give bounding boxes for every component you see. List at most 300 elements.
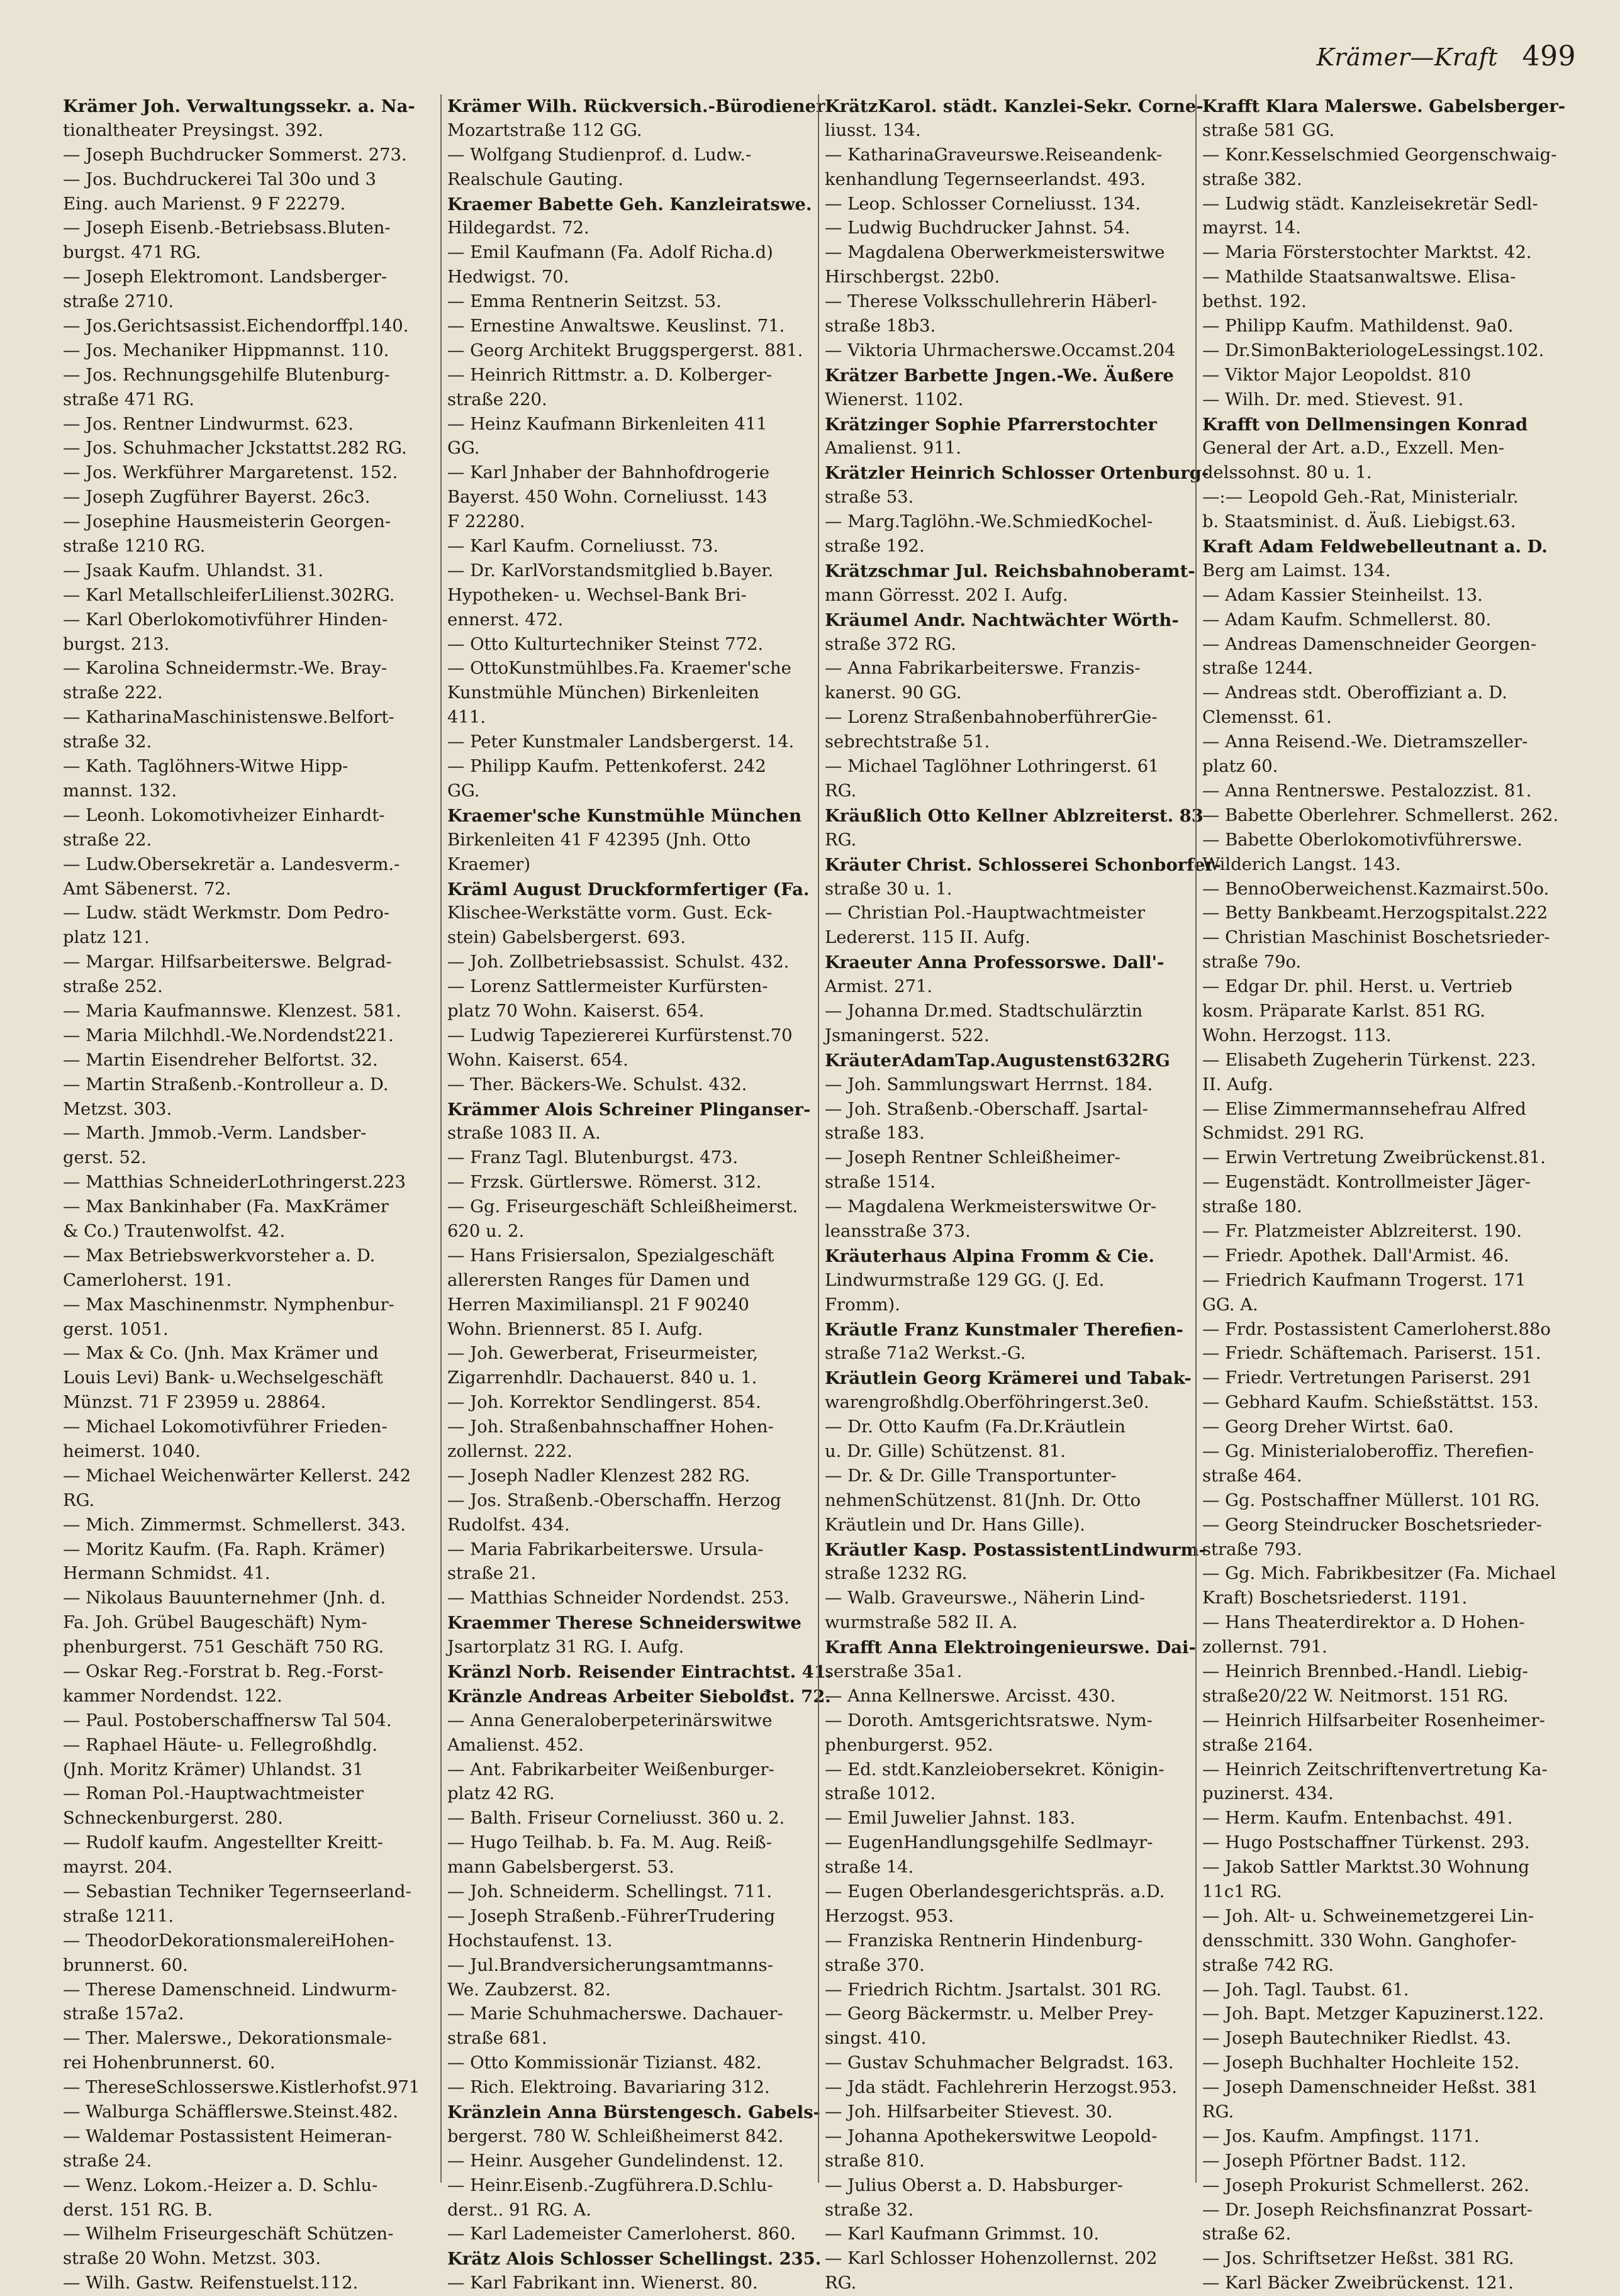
directory-entry-line: — Jos.Gerichtsassist.Eichendorffpl.140. [63,316,409,337]
directory-entry-line: — Karl MetallschleiferLilienst.302RG. [63,585,395,605]
directory-entry-line: Rudolfst. 434. [447,1515,570,1535]
directory-entry-line: — BennoOberweichenst.Kazmairst.50o. [1202,879,1550,899]
directory-entry-line: Fromm). [825,1295,900,1315]
directory-entry-line: — Paul. Postoberschaffnersw Tal 504. [63,1710,392,1730]
directory-entry-line: — EugenHandlungsgehilfe Sedlmayr- [825,1833,1153,1853]
directory-heading-line: KräuterAdamTap.Augustenst632RG [825,1050,1170,1071]
directory-columns [63,94,1592,2293]
directory-entry-line: (Jnh. Moritz Krämer) Uhlandst. 31 [63,1759,364,1780]
directory-heading-line: Krätzschmar Jul. Reichsbahnoberamt- [825,560,1195,581]
directory-entry-line: straße 30 u. 1. [825,879,952,899]
directory-entry-line: — Eugen Oberlandesgerichtspräs. a.D. [825,1882,1165,1902]
directory-heading-line: Kraemer'sche Kunstmühle München [447,805,802,826]
directory-entry-line: — Magdalena Oberwerkmeisterswitwe [825,243,1165,263]
directory-entry-line: burgst. 471 RG. [63,243,201,263]
directory-entry-line: — Dr.SimonBakteriologeLessingst.102. [1202,340,1545,360]
directory-entry-line: mayrst. 14. [1202,218,1301,238]
column-1 [63,94,431,2293]
directory-heading-line: Kraemer Babette Geh. Kanzleiratswe. [447,194,812,215]
directory-entry-line: — Karl Oberlokomotivführer Hinden- [63,610,388,630]
directory-heading-line: Krämer Joh. Verwaltungssekr. a. Na- [63,96,415,116]
directory-heading-line: Kraeuter Anna Professorswe. Dall'- [825,952,1165,973]
directory-entry-line: — Michael Taglöhner Lothringerst. 61 [825,757,1159,777]
directory-entry-line: — Elisabeth Zugeherin Türkenst. 223. [1202,1050,1536,1070]
directory-entry-line: platz 121. [63,928,150,948]
directory-entry-line: — Joh. Korrektor Sendlingerst. 854. [447,1393,761,1413]
directory-entry-line: Hirschbergst. 22b0. [825,267,1000,287]
directory-entry-line: — Gg. Mich. Fabrikbesitzer (Fa. Michael [1202,1564,1556,1584]
directory-heading-line: Kränzle Andreas Arbeiter Siebolđst. 72. [447,1686,831,1707]
directory-entry-line: RG. [63,1490,95,1510]
directory-entry-line: — Jakob Sattler Marktst.30 Wohnung [1202,1858,1529,1878]
directory-entry-line: — Leop. Schlosser Corneliusst. 134. [825,194,1141,214]
directory-entry-line: — Joh. Alt- u. Schweinemetzgerei Lin- [1202,1906,1534,1926]
directory-entry-line: — Jos. Rechnungsgehilfe Blutenburg- [63,365,390,385]
directory-entry-line: Wohn. Briennerst. 85 I. Aufg. [447,1319,703,1339]
directory-entry-line: — Max Maschinenmstr. Nymphenbur- [63,1295,394,1315]
directory-entry-line: — Karl Fabrikant inn. Wienerst. 80. [447,2273,758,2293]
directory-entry-line: Wohn. Kaiserst. 654. [447,1050,628,1070]
directory-entry-line: platz 42 RG. [447,1784,555,1804]
directory-entry-line: — Maria Kaufmannswe. Klenzest. 581. [63,1001,401,1021]
directory-entry-line: — Frdr. Postassistent Camerloherst.88o [1202,1319,1551,1339]
directory-entry-line: — Anna Generaloberpeterinärswitwe [447,1710,773,1730]
directory-entry-line: warengroßhdlg.Oberföhringerst.3e0. [825,1393,1149,1413]
directory-entry-line: Herzogst. 953. [825,1906,954,1926]
directory-entry-line: Kraft) Boschetsriederst. 1191. [1202,1588,1468,1608]
directory-entry-line: — Adam Kassier Steinheilst. 13. [1202,585,1483,605]
directory-entry-line: — Therese Volksschullehrerin Häberl- [825,292,1158,312]
directory-entry-line: — Babette Oberlokomotivführerswe. [1202,830,1522,850]
directory-entry-line: — Joseph Bautechniker Riedlst. 43. [1202,2029,1511,2049]
directory-heading-line: Kräußlich Otto Kellner Ablzreiterst. 83 [825,805,1204,826]
directory-entry-line: heimerst. 1040. [63,1441,201,1461]
directory-entry-line: — Franziska Rentnerin Hindenburg- [825,1931,1143,1951]
directory-entry-line: — Emil Kaufmann (Fa. Adolf Richa.d) [447,243,773,263]
directory-entry-line: — Joh. Bapt. Metzger Kapuzinerst.122. [1202,2004,1545,2024]
directory-entry-line: — Philipp Kaufm. Mathildenst. 9a0. [1202,316,1514,337]
directory-entry-line: straße 1211. [63,1906,174,1926]
directory-entry-line: Jsmaningerst. 522. [825,1025,990,1045]
directory-entry-line: Kräutlein und Dr. Hans Gille). [825,1515,1085,1535]
directory-entry-line: straße 464. [1202,1466,1302,1486]
directory-entry-line: straße 1083 II. A. [447,1123,601,1144]
directory-entry-line: straße 1012. [825,1784,936,1804]
directory-entry-line: sebrechtstraße 51. [825,732,990,752]
directory-entry-line: ennerst. 472. [447,610,564,630]
directory-entry-line: — Joh. Gewerberat, Friseurmeister, [447,1344,758,1364]
directory-entry-line: Wohn. Herzogst. 113. [1202,1025,1392,1045]
directory-entry-line: — Max & Co. (Jnh. Max Krämer und [63,1344,379,1364]
directory-entry-line: straße 220. [447,389,547,410]
page-number: 499 [1522,40,1576,72]
directory-entry-line: 11c1 RG. [1202,1882,1282,1902]
directory-entry-line: Birkenleiten 41 F 42395 (Jnh. Otto [447,830,751,850]
directory-entry-line: — Jos. Mechaniker Hippmannst. 110. [63,340,389,360]
directory-entry-line: — Viktoria Uhrmacherswe.Occamst.204 [825,340,1176,360]
directory-entry-line: gerst. 1051. [63,1319,169,1339]
directory-entry-line: derst.. 91 RG. A. [447,2200,592,2220]
directory-entry-line: straße 222. [63,683,163,703]
directory-entry-line: Wilderich Langst. 143. [1202,854,1401,874]
directory-entry-line: — Heinrich Hilfsarbeiter Rosenheimer- [1202,1710,1545,1730]
directory-entry-line: gerst. 52. [63,1148,147,1168]
directory-entry-line: — Friedr. Schäftemach. Pariserst. 151. [1202,1344,1541,1364]
directory-entry-line: — Joseph Elektromont. Landsberger- [63,267,388,287]
directory-entry-line: — Ludw.Obersekretär a. Landesverm.- [63,854,400,874]
directory-heading-line: Kräutle Franz Kunstmaler Therefien- [825,1319,1183,1340]
directory-entry-line: GG. [447,438,480,459]
directory-entry-line: — Wilh. Gastw. Reifenstuelst.112. [63,2273,359,2293]
directory-entry-line: brunnerst. 60. [63,1955,188,1975]
directory-heading-line: Kränzl Norb. Reisender Eintrachtst. 41. [447,1662,832,1682]
directory-entry-line: — Heinr. Ausgeher Gundelindenst. 12. [447,2151,784,2171]
directory-entry-line: Herren Maximilianspl. 21 F 90240 [447,1295,749,1315]
directory-entry-line: — Maria Milchhdl.-We.Nordendst221. [63,1025,394,1045]
directory-entry-line: — Jos. Werkführer Margaretenst. 152. [63,463,398,483]
directory-entry-line: Amt Säbenerst. 72. [63,879,232,899]
directory-entry-line: straße 157a2. [63,2004,184,2024]
directory-entry-line: rei Hohenbrunnerst. 60. [63,2053,276,2073]
directory-entry-line: — Maria Fabrikarbeiterswe. Ursula- [447,1539,764,1559]
directory-entry-line: — Friedr. Apothek. Dall'Armist. 46. [1202,1246,1509,1266]
directory-heading-line: Kräml August Druckformfertiger (Fa. [447,879,810,900]
directory-entry-line: 411. [447,708,486,728]
directory-entry-line: straße 22. [63,830,152,850]
directory-entry-line: puzinerst. 434. [1202,1784,1334,1804]
directory-entry-line: — Rudolf kaufm. Angestellter Kreitt- [63,1833,383,1853]
directory-entry-line: u. Dr. Gille) Schützenst. 81. [825,1441,1066,1461]
directory-entry-line: b. Staatsminist. d. Äuß. Liebigst.63. [1202,512,1516,532]
directory-entry-line: — Konr.Kesselschmied Georgenschwaig- [1202,145,1557,165]
directory-entry-line: — Doroth. Amtsgerichtsratswe. Nym- [825,1710,1153,1730]
directory-entry-line: — Joseph Buchdrucker Sommerst. 273. [63,145,407,165]
directory-entry-line: Kraemer) [447,854,531,874]
directory-entry-line: Lindwurmstraße 129 GG. (J. Ed. [825,1270,1105,1290]
column-3 [818,94,1222,2293]
directory-entry-line: — Marg.Taglöhn.-We.SchmiedKochel- [825,512,1153,532]
directory-entry-line: — KatharinaGraveurswe.Reiseandenk- [825,145,1163,165]
directory-entry-line: — Wolfgang Studienprof. d. Ludw.- [447,145,752,165]
directory-entry-line: — Wilhelm Friseurgeschäft Schützen- [63,2224,394,2244]
directory-entry-line: — Joh. Zollbetriebsassist. Schulst. 432. [447,952,790,972]
directory-entry-line: phenburgerst. 952. [825,1735,993,1755]
directory-entry-line: liusst. 134. [825,120,921,140]
directory-entry-line: — Edgar Dr. phil. Herst. u. Vertrieb [1202,977,1512,997]
directory-entry-line: — Christian Pol.-Hauptwachtmeister [825,903,1146,923]
directory-entry-line: mayrst. 204. [63,1858,173,1878]
directory-entry-line: straße 21. [447,1564,537,1584]
directory-entry-line: — Hans Frisiersalon, Spezialgeschäft [447,1246,774,1266]
directory-entry-line: Hedwigst. 70. [447,267,569,287]
directory-entry-line: — Heinrich Rittmstr. a. D. Kolberger- [447,365,773,385]
directory-entry-line: — Johanna Apothekerswitwe Leopold- [825,2126,1158,2146]
directory-entry-line: kanerst. 90 GG. [825,683,962,703]
directory-entry-line: serstraße 35a1. [825,1662,963,1681]
directory-entry-line: straße 370. [825,1955,925,1975]
directory-entry-line: straße 810. [825,2151,925,2171]
directory-entry-line: — Anna Rentnerswe. Pestalozzist. 81. [1202,781,1532,801]
directory-entry-line: — Jos. Straßenb.-Oberschaffn. Herzog [447,1490,781,1510]
directory-entry-line: RG. [825,2273,857,2293]
directory-entry-line: mannst. 132. [63,781,177,801]
directory-entry-line: — Otto Kulturtechniker Steinst 772. [447,634,764,654]
directory-entry-line: Ledererst. 115 II. Aufg. [825,928,1031,948]
directory-entry-line: Mozartstraße 112 GG. [447,120,642,140]
directory-entry-line: densschmitt. 330 Wohn. Ganghofer- [1202,1931,1517,1951]
directory-entry-line: straße 79o. [1202,952,1302,972]
directory-entry-line: — Gustav Schuhmacher Belgradst. 163. [825,2053,1174,2073]
directory-entry-line: RG. [825,830,857,850]
directory-entry-line: — Ludw. städt Werkmstr. Dom Pedro- [63,903,389,923]
directory-entry-line: — Matthias Schneider Nordendst. 253. [447,1588,790,1608]
directory-entry-line: — Heinz Kaufmann Birkenleiten 411 [447,414,768,434]
directory-entry-line: Hildegardst. 72. [447,218,589,238]
directory-entry-line: kammer Nordendst. 122. [63,1686,282,1706]
directory-entry-line: — Jos. Schriftsetzer Heßst. 381 RG. [1202,2249,1514,2269]
directory-entry-line: — Joh. Straßenbahnschaffner Hohen- [447,1417,774,1437]
directory-entry-line: — Raphael Häute- u. Fellegroßhdlg. [63,1735,377,1755]
directory-entry-line: straße 192. [825,537,925,557]
directory-heading-line: Kräutler Kasp. PostassistentLindwurm- [825,1539,1206,1560]
directory-heading-line: Kräutlein Georg Krämerei und Tabak- [825,1368,1192,1389]
directory-entry-line: straße 581 GG. [1202,120,1335,140]
directory-entry-line: — TheodorDekorationsmalereiHohen- [63,1931,394,1951]
directory-entry-line: zollernst. 791. [1202,1637,1327,1658]
directory-entry-line: — Jul.Brandversicherungsamtmanns- [447,1955,773,1975]
directory-entry-line: Schneckenburgerst. 280. [63,1808,283,1829]
directory-entry-line: — Friedrich Kaufmann Trogerst. 171 [1202,1270,1526,1290]
directory-entry-line: — Jsaak Kaufm. Uhlandst. 31. [63,560,324,581]
directory-entry-line: straße 53. [825,488,914,508]
directory-entry-line: straße 793. [1202,1539,1302,1559]
directory-entry-line: — Karl Schlosser Hohenzollernst. 202 [825,2249,1158,2269]
directory-entry-line: Amalienst. 452. [447,1735,584,1755]
directory-entry-line: — Christian Maschinist Boschetsrieder- [1202,928,1550,948]
directory-entry-line: — Joseph Rentner Schleißheimer- [825,1148,1120,1168]
directory-entry-line: — Joh. Hilfsarbeiter Stievest. 30. [825,2102,1113,2122]
directory-entry-line: — Karl Kaufm. Corneliusst. 73. [447,537,719,557]
directory-entry-line: Hermann Schmidst. 41. [63,1564,271,1584]
directory-entry-line: Wienerst. 1102. [825,389,964,410]
directory-entry-line: RG. [1202,2102,1234,2122]
directory-entry-line: — Joseph Buchhalter Hochleite 152. [1202,2053,1520,2073]
directory-entry-line: — Anna Fabrikarbeiterswe. Franzis- [825,659,1141,679]
directory-entry-line: 620 u. 2. [447,1221,525,1241]
directory-entry-line: Hochstaufenst. 13. [447,1931,613,1951]
directory-entry-line: — Leonh. Lokomotivheizer Einhardt- [63,805,385,825]
directory-entry-line: straße 1210 RG. [63,537,206,557]
directory-entry-line: straße 742 RG. [1202,1955,1334,1975]
directory-entry-line: Camerloherst. 191. [63,1270,232,1290]
directory-entry-line: We. Zaubzerst. 82. [447,1980,611,2000]
directory-entry-line: — Gg. Ministerialoberoffiz. Therefien- [1202,1441,1534,1461]
directory-entry-line: — Martin Straßenb.-Kontrolleur a. D. [63,1074,389,1095]
directory-entry-line: — Adam Kaufm. Schmellerst. 80. [1202,610,1492,630]
directory-entry-line: — Joseph Pförtner Badst. 112. [1202,2151,1466,2171]
directory-entry-line: — Otto Kommissionär Tizianst. 482. [447,2053,762,2073]
directory-entry-line: — Sebastian Techniker Tegernseerland- [63,1882,411,1902]
directory-entry-line: — Karl Jnhaber der Bahnhofdrogerie [447,463,770,483]
directory-entry-line: Bayerst. 450 Wohn. Corneliusst. 143 [447,488,768,508]
directory-entry-line: — Hugo Teilhab. b. Fa. M. Aug. Reiß- [447,1833,772,1853]
directory-entry-line: — Moritz Kaufm. (Fa. Raph. Krämer) [63,1539,386,1559]
directory-entry-line: — Max Bankinhaber (Fa. MaxKrämer [63,1197,389,1217]
directory-entry-line: straße 382. [1202,169,1302,189]
directory-entry-line: — Lorenz Sattlermeister Kurfürsten- [447,977,768,997]
directory-entry-line: — Joh. Sammlungswart Herrnst. 184. [825,1074,1153,1095]
directory-entry-line: Amalienst. 911. [825,438,961,459]
directory-entry-line: — Anna Kellnerswe. Arcisst. 430. [825,1686,1116,1706]
directory-entry-line: & Co.) Trautenwolfst. 42. [63,1221,286,1241]
directory-entry-line: GG. A. [1202,1295,1258,1315]
directory-entry-line: bethst. 192. [1202,292,1307,312]
directory-entry-line: derst. 151 RG. B. [63,2200,213,2220]
directory-entry-line: — Viktor Major Leopoldst. 810 [1202,365,1472,385]
directory-heading-line: Krämer Wilh. Rückversich.-Bürodiener [447,96,825,116]
directory-heading-line: Krämmer Alois Schreiner Plinganser- [447,1099,811,1120]
directory-entry-line: Münzst. 71 F 23959 u. 28864. [63,1393,327,1413]
directory-entry-line: — Ed. stdt.Kanzleiobersekret. Königin- [825,1759,1165,1780]
directory-entry-line: — Kath. Taglöhners-Witwe Hipp- [63,757,349,777]
directory-entry-line: — OttoKunstmühlbes.Fa. Kraemer'sche [447,659,791,679]
directory-entry-line: straße 18b3. [825,316,936,337]
directory-entry-line: — Gebhard Kaufm. Schießstättst. 153. [1202,1393,1539,1413]
directory-entry-line: — Georg Architekt Bruggspergerst. 881. [447,340,803,360]
directory-entry-line: Klischee-Werkstätte vorm. Gust. Eck- [447,903,773,923]
directory-heading-line: Krafft Anna Elektroingenieurswe. Dai- [825,1637,1196,1658]
directory-heading-line: Krätzinger Sophie Pfarrerstochter [825,414,1157,435]
directory-entry-line: — Joh. Schneiderm. Schellingst. 711. [447,1882,773,1902]
directory-entry-line: — Wenz. Lokom.-Heizer a. D. Schlu- [63,2175,378,2195]
directory-entry-line: Louis Levi) Bank- u.Wechselgeschäft [63,1368,383,1388]
directory-entry-line: nehmenSchützenst. 81(Jnh. Dr. Otto [825,1490,1141,1510]
directory-entry-line: — Georg Bäckermstr. u. Melber Prey- [825,2004,1154,2024]
directory-entry-line: straße 14. [825,1858,914,1878]
directory-entry-line: — Ludwig städt. Kanzleisekretär Sedl- [1202,194,1538,214]
directory-entry-line: mann Görresst. 202 I. Aufg. [825,585,1068,605]
directory-entry-line: RG. [825,781,857,801]
directory-entry-line: — Frzsk. Gürtlerswe. Römerst. 312. [447,1173,762,1193]
directory-entry-line: — Dr. & Dr. Gille Transportunter- [825,1466,1117,1486]
directory-entry-line: — Roman Pol.-Hauptwachtmeister [63,1784,364,1804]
directory-entry-line: — Andreas Damenschneider Georgen- [1202,634,1537,654]
directory-heading-line: Kräumel Andr. Nachtwächter Wörth- [825,610,1179,630]
directory-entry-line: Realschule Gauting. [447,169,623,189]
directory-entry-line: — Gg. Postschaffner Müllerst. 101 RG. [1202,1490,1540,1510]
directory-entry-line: — Herm. Kaufm. Entenbachst. 491. [1202,1808,1513,1829]
running-title: Krämer—Kraft [1316,43,1498,71]
directory-entry-line: — Ludwig Tapeziererei Kurfürstenst.70 [447,1025,793,1045]
directory-entry-line: — Joseph Prokurist Schmellerst. 262. [1202,2175,1529,2195]
directory-entry-line: — Jos. Rentner Lindwurmst. 623. [63,414,354,434]
directory-entry-line: straße 471 RG. [63,389,194,410]
directory-entry-line: — Joseph Eisenb.-Betriebsass.Bluten- [63,218,391,238]
directory-entry-line: — Therese Damenschneid. Lindwurm- [63,1980,397,2000]
directory-entry-line: leansstraße 373. [825,1221,971,1241]
directory-entry-line: — Eugenstädt. Kontrollmeister Jäger- [1202,1173,1531,1193]
directory-entry-line: — Ant. Fabrikarbeiter Weißenburger- [447,1759,774,1780]
directory-entry-line: straße 372 RG. [825,634,956,654]
directory-entry-line: — Emil Juwelier Jahnst. 183. [825,1808,1076,1829]
directory-entry-line: — Walburga Schäfflerswe.Steinst.482. [63,2102,398,2122]
directory-entry-line: straße 62. [1202,2224,1292,2244]
directory-entry-line: tionaltheater Preysingst. 392. [63,120,323,140]
directory-entry-line: — Michael Weichenwärter Kellerst. 242 [63,1466,411,1486]
directory-entry-line: II. Aufg. [1202,1074,1273,1095]
directory-entry-line: —:— Leopold Geh.-Rat, Ministerialr. [1202,488,1519,508]
directory-entry-line: — Hugo Postschaffner Türkenst. 293. [1202,1833,1530,1853]
directory-entry-line: kenhandlung Tegernseerlandst. 493. [825,169,1146,189]
directory-entry-line: — Friedrich Richtm. Jsartalst. 301 RG. [825,1980,1162,2000]
directory-entry-line: — Fr. Platzmeister Ablzreiterst. 190. [1202,1221,1522,1241]
directory-entry-line: — Karolina Schneidermstr.-We. Bray- [63,659,388,679]
directory-entry-line: straße 180. [1202,1197,1302,1217]
directory-entry-line: Metzst. 303. [63,1099,172,1119]
directory-entry-line: — Joh. Tagl. Taubst. 61. [1202,1980,1409,2000]
directory-entry-line: — Max Betriebswerkvorsteher a. D. [63,1246,376,1266]
directory-entry-line: Jsartorplatz 31 RG. I. Aufg. [447,1637,684,1658]
directory-entry-line: — Mathilde Staatsanwaltswe. Elisa- [1202,267,1516,287]
directory-heading-line: Kraemmer Therese Schneiderswitwe [447,1613,802,1634]
page-header [1316,40,1576,72]
directory-entry-line: — Dr. KarlVorstandsmitglied b.Bayer. [447,560,774,581]
directory-entry-line: allerersten Ranges für Damen und [447,1270,751,1290]
directory-entry-line: — Jos. Buchdruckerei Tal 30o und 3 [63,169,376,189]
directory-heading-line: Krätzer Barbette Jngen.-We. Äußere [825,365,1174,386]
directory-entry-line: straße 24. [63,2151,152,2171]
directory-entry-line: — Ther. Malerswe., Dekorationsmale- [63,2029,393,2049]
directory-entry-line: General der Art. a.D., Exzell. Men- [1202,438,1504,459]
directory-entry-line: straße 1232 RG. [825,1564,968,1584]
directory-entry-line: — Margar. Hilfsarbeiterswe. Belgrad- [63,952,392,972]
directory-heading-line: Kränzlein Anna Bürstengesch. Gabels- [447,2102,820,2123]
directory-entry-line: Fa. Joh. Grübel Baugeschäft) Nym- [63,1613,367,1633]
directory-entry-line: straße 71a2 Werkst.-G. [825,1344,1026,1364]
directory-entry-line: delssohnst. 80 u. 1. [1202,463,1372,483]
directory-entry-line: — Emma Rentnerin Seitzst. 53. [447,292,722,312]
directory-entry-line: singst. 410. [825,2029,927,2049]
directory-entry-line: Zigarrenhdlr. Dachauerst. 840 u. 1. [447,1368,757,1388]
directory-entry-line: — KatharinaMaschinistenswe.Belfort- [63,708,394,728]
directory-entry-line: straße20/22 W. Neitmorst. 151 RG. [1202,1686,1509,1706]
directory-entry-line: burgst. 213. [63,634,170,654]
directory-heading-line: Kräuter Christ. Schlosserei Schonborfer- [825,854,1222,875]
directory-entry-line: — Jda städt. Fachlehrerin Herzogst.953. [825,2078,1177,2098]
directory-entry-line: — Joh. Straßenb.-Oberschaff. Jsartal- [825,1099,1148,1119]
directory-entry-line: — Gg. Friseurgeschäft Schleißheimerst. [447,1197,798,1217]
column-4 [1195,94,1566,2293]
directory-entry-line: — Ludwig Buchdrucker Jahnst. 54. [825,218,1131,238]
directory-entry-line: — Friedr. Vertretungen Pariserst. 291 [1202,1368,1533,1388]
directory-entry-line: — Joseph Nadler Klenzest 282 RG. [447,1466,751,1486]
directory-entry-line: F 22280. [447,512,525,532]
directory-entry-line: — Matthias SchneiderLothringerst.223 [63,1173,406,1193]
directory-heading-line: Krätz Alois Schlosser Schellingst. 235. [447,2249,822,2270]
directory-entry-line: — Joseph Zugführer Bayerst. 26c3. [63,488,371,508]
directory-entry-line: — Nikolaus Bauunternehmer (Jnh. d. [63,1588,386,1608]
directory-entry-line: GG. [447,781,480,801]
directory-entry-line: — Heinrich Zeitschriftenvertretung Ka- [1202,1759,1548,1780]
directory-entry-line: — Heinr.Eisenb.-Zugführera.D.Schlu- [447,2175,773,2195]
directory-entry-line: — Betty Bankbeamt.Herzogspitalst.222 [1202,903,1548,923]
directory-entry-line: Eing. auch Marienst. 9 F 22279. [63,194,346,214]
directory-entry-line: — Josephine Hausmeisterin Georgen- [63,512,391,532]
directory-entry-line: — Georg Dreher Wirtst. 6a0. [1202,1417,1454,1437]
directory-entry-line: platz 70 Wohn. Kaiserst. 654. [447,1001,705,1021]
directory-entry-line: — Johanna Dr.med. Stadtschulärztin [825,1001,1143,1021]
directory-entry-line: — Dr. Joseph Reichsfinanzrat Possart- [1202,2200,1533,2220]
